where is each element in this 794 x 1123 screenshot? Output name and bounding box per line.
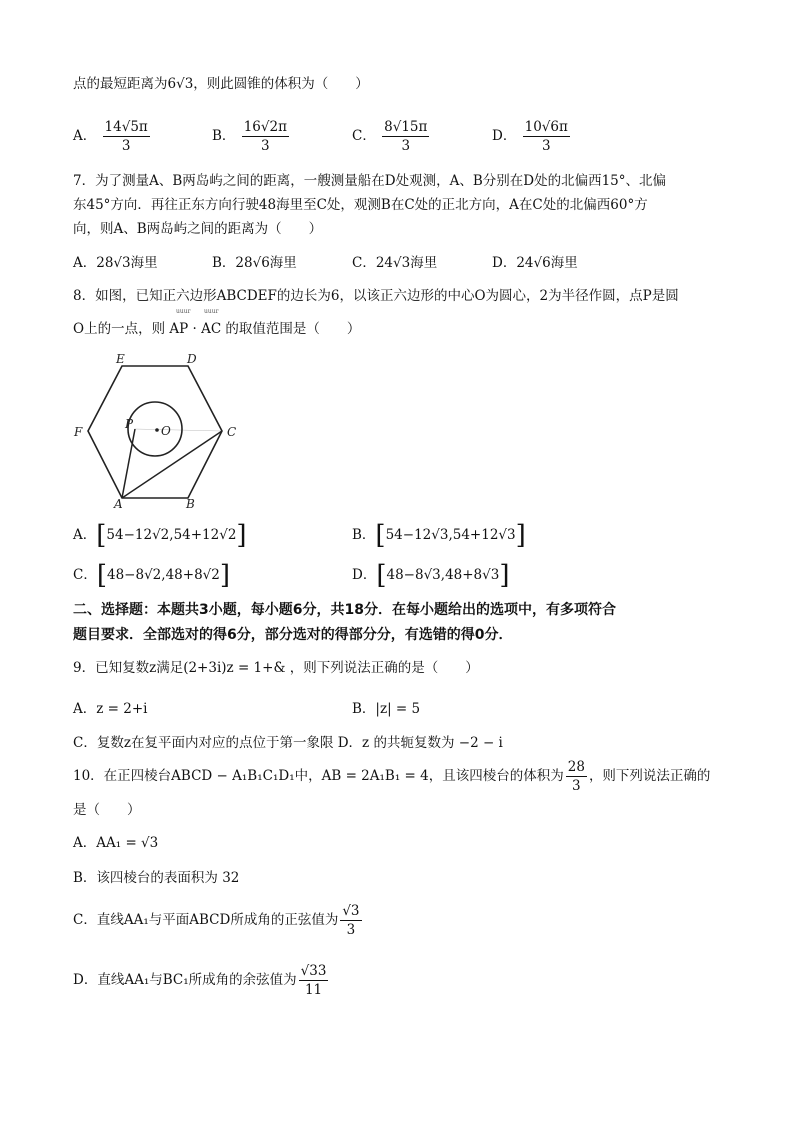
q6-option-b bbox=[212, 118, 291, 155]
q6-option-a bbox=[73, 118, 152, 155]
q10-stem-pre: 10．在正四棱台ABCD − A₁B₁C₁D₁中，AB = 2A₁B₁ = 4，且该四棱台的体积为 bbox=[73, 768, 564, 784]
label-b: B bbox=[186, 497, 195, 510]
hexagon-figure bbox=[70, 350, 245, 510]
numerator: 8√15π bbox=[384, 119, 428, 135]
label-c: C bbox=[227, 425, 237, 439]
q10-stem-line2: 是（ ） bbox=[73, 802, 141, 818]
vector-mark-ac: uuur bbox=[204, 308, 219, 315]
range-lower: 48−8√2 bbox=[107, 567, 162, 583]
option-label: B． bbox=[352, 527, 376, 543]
bracket: ] bbox=[499, 560, 510, 591]
range-lower: 54−12√3 bbox=[385, 527, 449, 543]
option-d-text: D．直线AA₁与BC₁所成角的余弦值为 bbox=[73, 972, 297, 988]
range-upper: 54+12√3 bbox=[452, 527, 516, 543]
bracket: ] bbox=[219, 560, 231, 591]
denominator: 3 bbox=[346, 922, 356, 938]
bracket: [ bbox=[96, 560, 107, 591]
range-upper: 48+8√3 bbox=[445, 567, 500, 583]
range-lower: 48−8√3 bbox=[386, 567, 441, 583]
bracket: ] bbox=[236, 520, 247, 551]
option-label: A． bbox=[73, 527, 97, 543]
q8-option-a: A．[54−12√2,54+12√2] bbox=[73, 520, 247, 551]
numerator: 10√6π bbox=[524, 119, 568, 135]
option-label: A． bbox=[73, 128, 97, 144]
denominator: 11 bbox=[304, 982, 323, 998]
bracket: [ bbox=[375, 520, 386, 551]
q6-option-d bbox=[492, 118, 572, 155]
q8-stem-line1: 8．如图，已知正六边形ABCDEF的边长为6，以该正六边形的中心O为圆心，2为半径作圆，点P是圆 bbox=[73, 288, 679, 304]
denominator: 3 bbox=[121, 138, 131, 154]
range-lower: 54−12√2 bbox=[106, 527, 170, 543]
section-2-heading-line1: 二、选择题：本题共3小题，每小题6分，共18分．在每小题给出的选项中，有多项符合 bbox=[73, 602, 616, 618]
q7-option-d: D．24√6海里 bbox=[492, 255, 578, 271]
label-o: O bbox=[161, 424, 171, 438]
fraction bbox=[382, 118, 429, 155]
q6-stem-tail: 点的最短距离为6√3，则此圆锥的体积为（ ） bbox=[73, 76, 369, 92]
segment-ac bbox=[122, 431, 222, 498]
bracket: [ bbox=[376, 560, 387, 591]
numerator: √33 bbox=[300, 963, 327, 979]
label-e: E bbox=[116, 352, 125, 366]
q10-option-d bbox=[73, 962, 330, 999]
q6-option-c bbox=[352, 118, 431, 155]
q9-option-b: B．|z| = 5 bbox=[352, 701, 421, 717]
q9-option-a: A．z = 2+i bbox=[73, 701, 148, 717]
q8-stem-line2: O上的一点，则 AP · AC 的取值范围是（ ） bbox=[73, 321, 361, 337]
numerator: 14√5π bbox=[104, 119, 148, 135]
q9-stem: 9．已知复数z满足(2+3i)z = 1+& ，则下列说法正确的是（ ） bbox=[73, 660, 479, 676]
q10-option-b: B．该四棱台的表面积为 32 bbox=[73, 870, 240, 886]
range-upper: 54+12√2 bbox=[173, 527, 237, 543]
q10-stem-line1 bbox=[73, 758, 710, 795]
fraction bbox=[340, 902, 361, 939]
option-label: D． bbox=[352, 567, 377, 583]
option-label: C． bbox=[73, 567, 97, 583]
label-p: P bbox=[125, 417, 134, 431]
denominator: 3 bbox=[261, 138, 270, 154]
q10-stem-post: ，则下列说法正确的 bbox=[588, 768, 711, 784]
q7-option-a: A．28√3海里 bbox=[73, 255, 158, 271]
bracket: [ bbox=[96, 520, 107, 551]
q7-stem-line1: 7．为了测量A、B两岛屿之间的距离，一艘测量船在D处观测，A、B分别在D处的北偏西15°、北偏 bbox=[73, 173, 667, 189]
numerator: 28 bbox=[567, 759, 585, 775]
label-a: A bbox=[114, 497, 123, 510]
fraction bbox=[299, 962, 329, 999]
option-c-text: C．直线AA₁与平面ABCD所成角的正弦值为 bbox=[73, 912, 339, 928]
range-upper: 48+8√2 bbox=[165, 567, 220, 583]
label-f: F bbox=[74, 425, 83, 439]
vector-mark-ap: uuur bbox=[176, 308, 191, 315]
denominator: 3 bbox=[541, 138, 551, 154]
segment-pc bbox=[135, 429, 222, 431]
option-label: D． bbox=[492, 128, 517, 144]
q8-option-c: C．[48−8√2,48+8√2] bbox=[73, 560, 231, 591]
fraction bbox=[242, 118, 289, 155]
segment-ap bbox=[122, 429, 135, 498]
q8-option-d: D．[48−8√3,48+8√3] bbox=[352, 560, 510, 591]
q7-stem-line3: 向，则A、B两岛屿之间的距离为（ ） bbox=[73, 221, 323, 237]
fraction bbox=[103, 118, 150, 155]
denominator: 3 bbox=[572, 778, 581, 794]
q10-option-c bbox=[73, 902, 364, 939]
label-d: D bbox=[187, 352, 197, 366]
option-label: B． bbox=[212, 128, 236, 144]
numerator: √3 bbox=[342, 903, 360, 919]
center-point-o bbox=[155, 428, 159, 432]
option-label: C． bbox=[352, 128, 376, 144]
denominator: 3 bbox=[401, 138, 411, 154]
q7-option-b: B．28√6海里 bbox=[212, 255, 297, 271]
q9-option-cd: C．复数z在复平面内对应的点位于第一象限 D．z 的共轭复数为 −2 − i bbox=[73, 735, 503, 751]
bracket: ] bbox=[515, 520, 526, 551]
fraction bbox=[523, 118, 570, 155]
q7-stem-line2: 东45°方向．再往正东方向行驶48海里至C处，观测B在C处的正北方向，A在C处的北偏西60°方 bbox=[73, 197, 648, 213]
hexagon-abcdef bbox=[88, 366, 222, 498]
section-2-heading-line2: 题目要求．全部选对的得6分，部分选对的得部分分，有选错的得0分． bbox=[73, 627, 513, 643]
q10-option-a: A．AA₁ = √3 bbox=[73, 835, 159, 851]
q7-option-c: C．24√3海里 bbox=[352, 255, 438, 271]
q8-option-b: B．[54−12√3,54+12√3] bbox=[352, 520, 526, 551]
volume-fraction bbox=[566, 758, 587, 795]
numerator: 16√2π bbox=[243, 119, 287, 135]
